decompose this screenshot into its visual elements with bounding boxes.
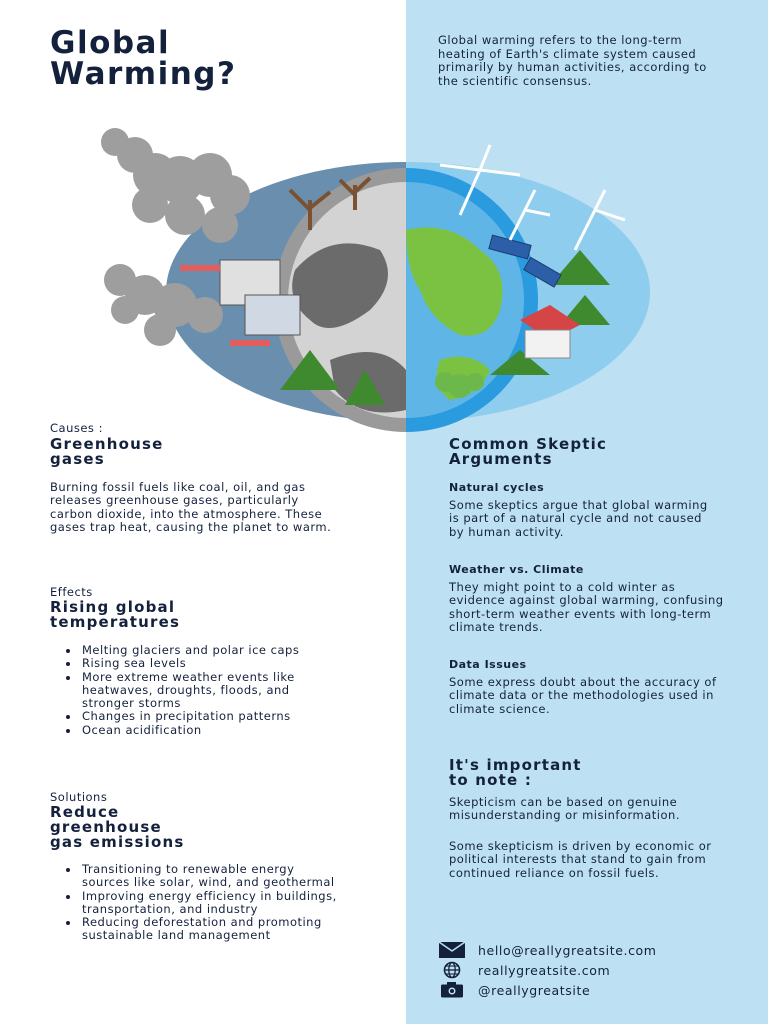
contact-email[interactable]: hello@reallygreatsite.com xyxy=(438,940,657,960)
solutions-heading: Reduce greenhouse gas emissions xyxy=(50,803,185,851)
list-item: • More extreme weather events like heatwaves, droughts, floods, and stronger storms xyxy=(80,671,335,711)
page-title: Global Warming? xyxy=(50,25,237,92)
solutions-list xyxy=(50,863,345,943)
argument-title: Weather vs. Climate xyxy=(449,563,584,576)
argument-title: Natural cycles xyxy=(449,481,545,494)
list-item: • Melting glaciers and polar ice caps xyxy=(80,644,335,657)
note-text: Some skepticism is driven by economic or political interests that stand to gain from continued reliance on fossil fuels. xyxy=(449,839,712,880)
globe-illustration xyxy=(80,120,680,440)
effects-heading: Rising global temperatures xyxy=(50,598,181,631)
list-item: • Reducing deforestation and promoting sustainable land management xyxy=(80,916,345,943)
argument-title: Data Issues xyxy=(449,658,527,671)
list-item: • Rising sea levels xyxy=(80,657,335,670)
note-heading: It's important to note : xyxy=(449,756,582,789)
effects-list xyxy=(50,644,335,737)
list-item: • Transitioning to renewable energy sources like solar, wind, and geothermal xyxy=(80,863,345,890)
intro-text: Global warming refers to the long-term heating of Earth's climate system caused primarily by human activities, according to the scientific consensus. xyxy=(438,33,707,88)
list-item: • Changes in precipitation patterns xyxy=(80,710,335,723)
argument-text: Some express doubt about the accuracy of climate data or the methodologies used in climate science. xyxy=(449,675,717,716)
note-text: Skepticism can be based on genuine misunderstanding or misinformation. xyxy=(449,795,680,823)
list-item: • Ocean acidification xyxy=(80,724,335,737)
causes-text: Burning fossil fuels like coal, oil, and gas releases greenhouse gases, particularly carbon dioxide, into the atmosphere. These gases trap heat, causing the planet to warm. xyxy=(50,480,332,534)
list-item: • Improving energy efficiency in buildings, transportation, and industry xyxy=(80,890,345,917)
causes-heading: Greenhouse gases xyxy=(50,435,164,468)
mail-icon xyxy=(438,941,466,959)
argument-text: They might point to a cold winter as evidence against global warming, confusing short-term weather events with long-term climate trends. xyxy=(449,580,724,634)
camera-icon xyxy=(438,981,466,999)
contact-website[interactable]: reallygreatsite.com xyxy=(438,960,610,980)
solutions-label: Solutions xyxy=(50,790,108,804)
contact-social[interactable]: @reallygreatsite xyxy=(438,980,590,1000)
effects-label: Effects xyxy=(50,585,93,599)
skeptic-heading: Common Skeptic Arguments xyxy=(449,435,608,468)
causes-label: Causes : xyxy=(50,421,103,435)
argument-text: Some skeptics argue that global warming is part of a natural cycle and not caused by human activity. xyxy=(449,498,708,539)
globe-icon xyxy=(438,961,466,979)
